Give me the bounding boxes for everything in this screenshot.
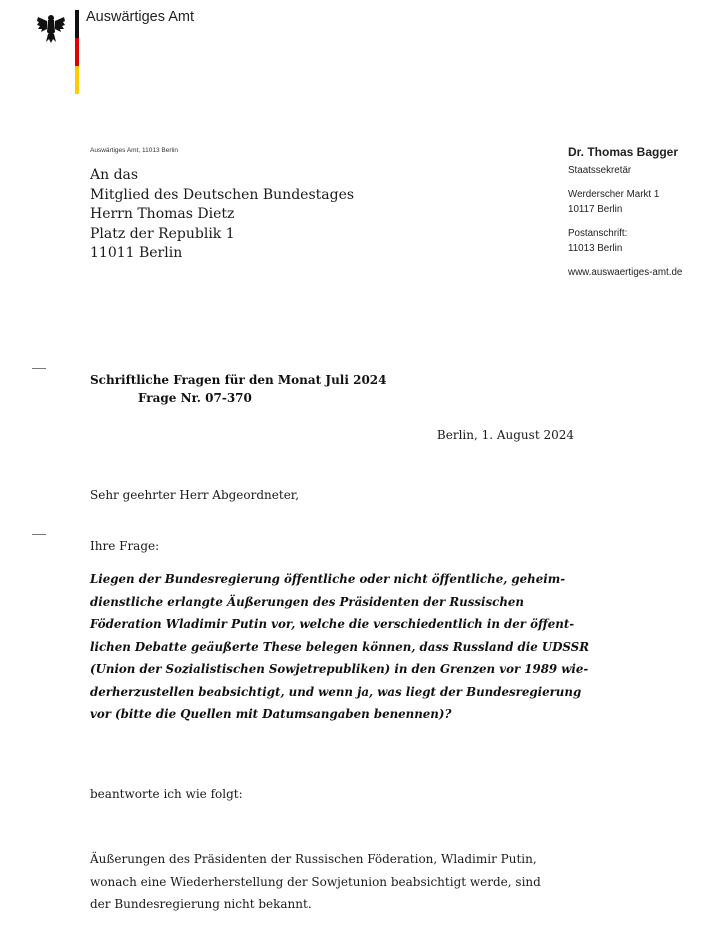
sender-street: Werderscher Markt 1 (568, 189, 660, 200)
flag-black-stripe (75, 10, 79, 38)
subject-number: Frage Nr. 07-370 (138, 391, 252, 405)
subject-title: Schriftliche Fragen für den Monat Juli 2024 (90, 373, 387, 387)
recipient-line: Mitglied des Deutschen Bundestages (90, 186, 355, 203)
sender-name: Dr. Thomas Bagger (568, 145, 679, 159)
question-line: Liegen der Bundesregierung öffentliche oder nicht öffentliche, geheim- (90, 572, 566, 586)
german-flag-bar (75, 10, 79, 94)
letter-subject (90, 371, 387, 407)
recipient-address (90, 166, 354, 264)
question-line: vor (bitte die Quellen mit Datumsangaben benennen)? (90, 707, 452, 721)
answer-intro: beantworte ich wie folgt: (90, 787, 243, 801)
sender-title: Staatssekretär (568, 165, 632, 176)
postal-label: Postanschrift: (568, 228, 628, 239)
recipient-line: Platz der Republik 1 (90, 225, 235, 242)
answer-line: der Bundesregierung nicht bekannt. (90, 897, 312, 911)
recipient-line: Herrn Thomas Dietz (90, 206, 235, 222)
recipient-line: An das (90, 167, 139, 183)
answer-line: Äußerungen des Präsidenten der Russischen Föderation, Wladimir Putin, (90, 852, 537, 866)
answer-line: wonach eine Wiederherstellung der Sowjetunion beabsichtigt werde, sind (90, 874, 541, 889)
sender-return-address: Auswärtiges Amt, 11013 Berlin (90, 147, 179, 154)
answer-text (90, 848, 590, 916)
fold-mark (32, 368, 46, 369)
sender-contact-block (568, 145, 682, 280)
question-line: derherzustellen beabsichtigt, und wenn ja, was liegt der Bundesregierung (90, 684, 582, 699)
question-line: Föderation Wladimir Putin vor, welche die verschiedentlich in der öffent- (90, 617, 575, 631)
question-line: dienstliche erlangte Äußerungen des Präsidenten der Russischen (90, 594, 525, 609)
brand-name: Auswärtiges Amt (86, 9, 194, 25)
recipient-line: 11011 Berlin (90, 245, 183, 261)
question-line: (Union der Sozialistischen Sowjetrepubliken) in den Grenzen vor 1989 wie- (90, 662, 589, 676)
fold-mark (32, 534, 46, 535)
sender-city: 10117 Berlin (568, 204, 623, 215)
website-link[interactable]: www.auswaertiges-amt.de (568, 267, 683, 278)
flag-gold-stripe (75, 66, 79, 94)
salutation: Sehr geehrter Herr Abgeordneter, (90, 488, 300, 502)
federal-eagle-logo (36, 12, 66, 44)
place-date: Berlin, 1. August 2024 (436, 428, 574, 442)
question-text (90, 568, 590, 726)
question-label: Ihre Frage: (90, 539, 160, 553)
postal-city: 11013 Berlin (568, 243, 623, 254)
question-line: lichen Debatte geäußerte These belegen können, dass Russland die UDSSR (90, 639, 590, 654)
flag-red-stripe (75, 38, 79, 66)
